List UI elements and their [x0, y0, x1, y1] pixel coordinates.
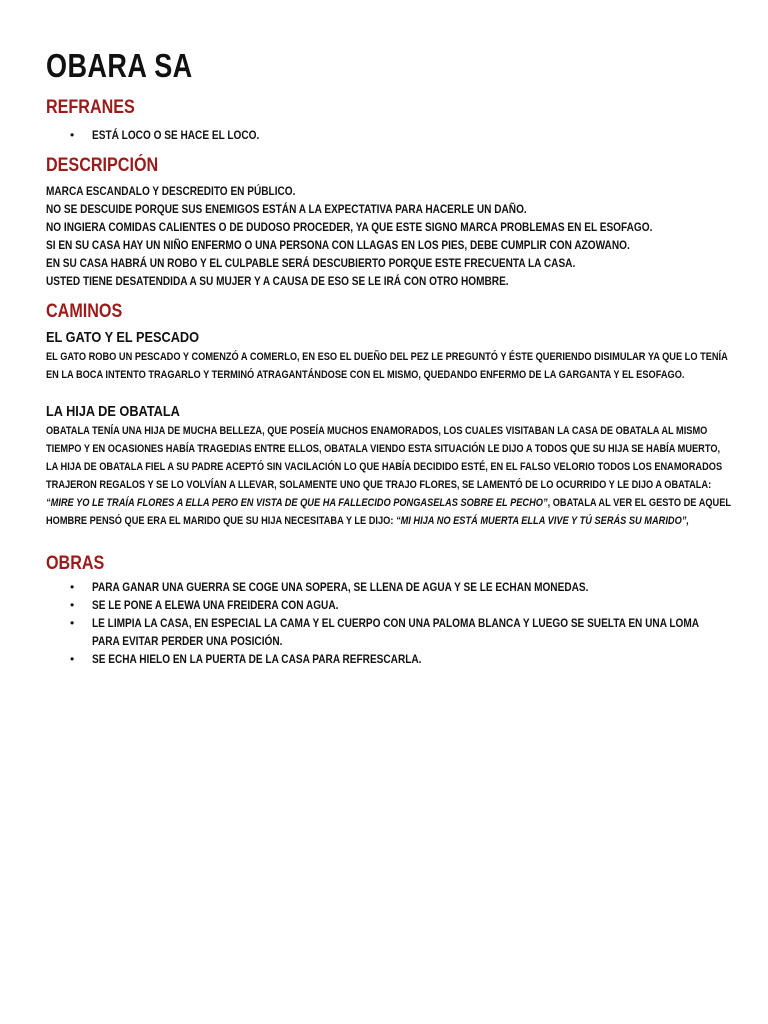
camino-hija-body	[46, 422, 732, 530]
camino-hija-line: TRAJERON REGALOS Y SE LO VOLVÍAN A LLEVAR, SOLAMENTE UNO QUE TRAJO FLORES, SE LAMENTÓ DE LO OCURRIDO Y LE DIJO A OBATALA:	[46, 479, 712, 491]
camino-hija-quote: “MI HIJA NO ESTÁ MUERTA ELLA VIVE Y TÚ SERÁS SU MARIDO”,	[395, 515, 689, 527]
camino-hija-line: LA HIJA DE OBATALA FIEL A SU PADRE ACEPTÓ SIN VACILACIÓN LO QUE HABÍA DECIDIDO ESTÉ, EN EL FALSO VELORIO TODOS LOS ENAMORADOS	[46, 461, 723, 473]
camino-hija-text: HOMBRE PENSÓ QUE ERA EL MARIDO QUE SU HIJA NECESITABA Y LE DIJO:	[46, 515, 396, 527]
refranes-item	[46, 126, 726, 144]
descripcion-heading: DESCRIPCIÓN	[46, 155, 159, 176]
refranes-item-text: • ESTÁ LOCO O SE HACE EL LOCO.	[92, 128, 260, 142]
obras-list	[46, 578, 726, 668]
obras-item-text: • SE ECHA HIELO EN LA PUERTA DE LA CASA PARA REFRESCARLA.	[92, 652, 422, 666]
descripcion-line: NO INGIERA COMIDAS CALIENTES O DE DUDOSO PROCEDER, YA QUE ESTE SIGNO MARCA PROBLEMAS EN EL ESOFAGO.	[46, 220, 653, 234]
obras-item-text: • PARA GANAR UNA GUERRA SE COGE UNA SOPERA, SE LLENA DE AGUA Y SE LE ECHAN MONEDAS.	[92, 580, 589, 594]
descripcion-body	[46, 182, 726, 290]
obras-item-text: • LE LIMPIA LA CASA, EN ESPECIAL LA CAMA Y EL CUERPO CON UNA PALOMA BLANCA Y LUEGO SE SUELTA EN UNA LOMA	[92, 616, 700, 630]
camino-hija-line	[46, 512, 689, 530]
obras-item	[46, 578, 726, 596]
camino-gato-body	[46, 348, 726, 384]
camino-hija-line	[46, 494, 732, 512]
refranes-list	[46, 126, 726, 144]
descripcion-line: NO SE DESCUIDE PORQUE SUS ENEMIGOS ESTÁN A LA EXPECTATIVA PARA HACERLE UN DAÑO.	[46, 202, 527, 216]
descripcion-line: SI EN SU CASA HAY UN NIÑO ENFERMO O UNA PERSONA CON LLAGAS EN LOS PIES, DEBE CUMPLIR CON AZOWANO.	[46, 238, 630, 252]
obras-item-text: • SE LE PONE A ELEWA UNA FREIDERA CON AGUA.	[92, 598, 339, 612]
camino-hija-text: , OBATALA AL VER EL GESTO DE AQUEL	[547, 497, 732, 509]
descripcion-line: MARCA ESCANDALO Y DESCREDITO EN PÚBLICO.	[46, 184, 296, 198]
obras-item	[46, 596, 726, 614]
caminos-heading: CAMINOS	[46, 301, 123, 322]
obras-item-text: PARA EVITAR PERDER UNA POSICIÓN.	[92, 634, 283, 648]
camino-gato-title: EL GATO Y EL PESCADO	[46, 329, 200, 346]
camino-hija-line: OBATALA TENÍA UNA HIJA DE MUCHA BELLEZA, QUE POSEÍA MUCHOS ENAMORADOS, LOS CUALES VISITABAN LA CASA DE OBATALA AL MISMO	[46, 425, 708, 437]
descripcion-line: EN SU CASA HABRÁ UN ROBO Y EL CULPABLE SERÁ DESCUBIERTO PORQUE ESTE FRECUENTA LA CASA.	[46, 256, 576, 270]
camino-hija-title: LA HIJA DE OBATALA	[46, 403, 180, 420]
camino-hija-quote: “MIRE YO LE TRAÍA FLORES A ELLA PERO EN VISTA DE QUE HA FALLECIDO PONGASELAS SOBRE EL PECHO”	[46, 497, 548, 509]
descripcion-line: USTED TIENE DESATENDIDA A SU MUJER Y A CAUSA DE ESO SE LE IRÁ CON OTRO HOMBRE.	[46, 274, 509, 288]
obras-heading: OBRAS	[46, 553, 105, 574]
document-page	[46, 46, 732, 668]
obras-item	[46, 650, 726, 668]
camino-hija-line: TIEMPO Y EN OCASIONES HABÍA TRAGEDIAS ENTRE ELLOS, OBATALA VIENDO ESTA SITUACIÓN LE DIJO A TODOS QUE SU HIJA SE HABÍA MUERTO,	[46, 443, 721, 455]
camino-gato-line: EN LA BOCA INTENTO TRAGARLO Y TERMINÓ ATRAGANTÁNDOSE CON EL MISMO, QUEDANDO ENFERMO DE LA GARGANTA Y EL ESOFAGO.	[46, 369, 685, 381]
refranes-heading: REFRANES	[46, 97, 135, 118]
camino-gato-line: EL GATO ROBO UN PESCADO Y COMENZÓ A COMERLO, EN ESO EL DUEÑO DEL PEZ LE PREGUNTÓ Y ÉSTE QUERIENDO DISIMULAR YA QUE LO TENÍA	[46, 351, 728, 363]
page-title: OBARA SA	[46, 47, 193, 84]
obras-item	[46, 614, 726, 650]
